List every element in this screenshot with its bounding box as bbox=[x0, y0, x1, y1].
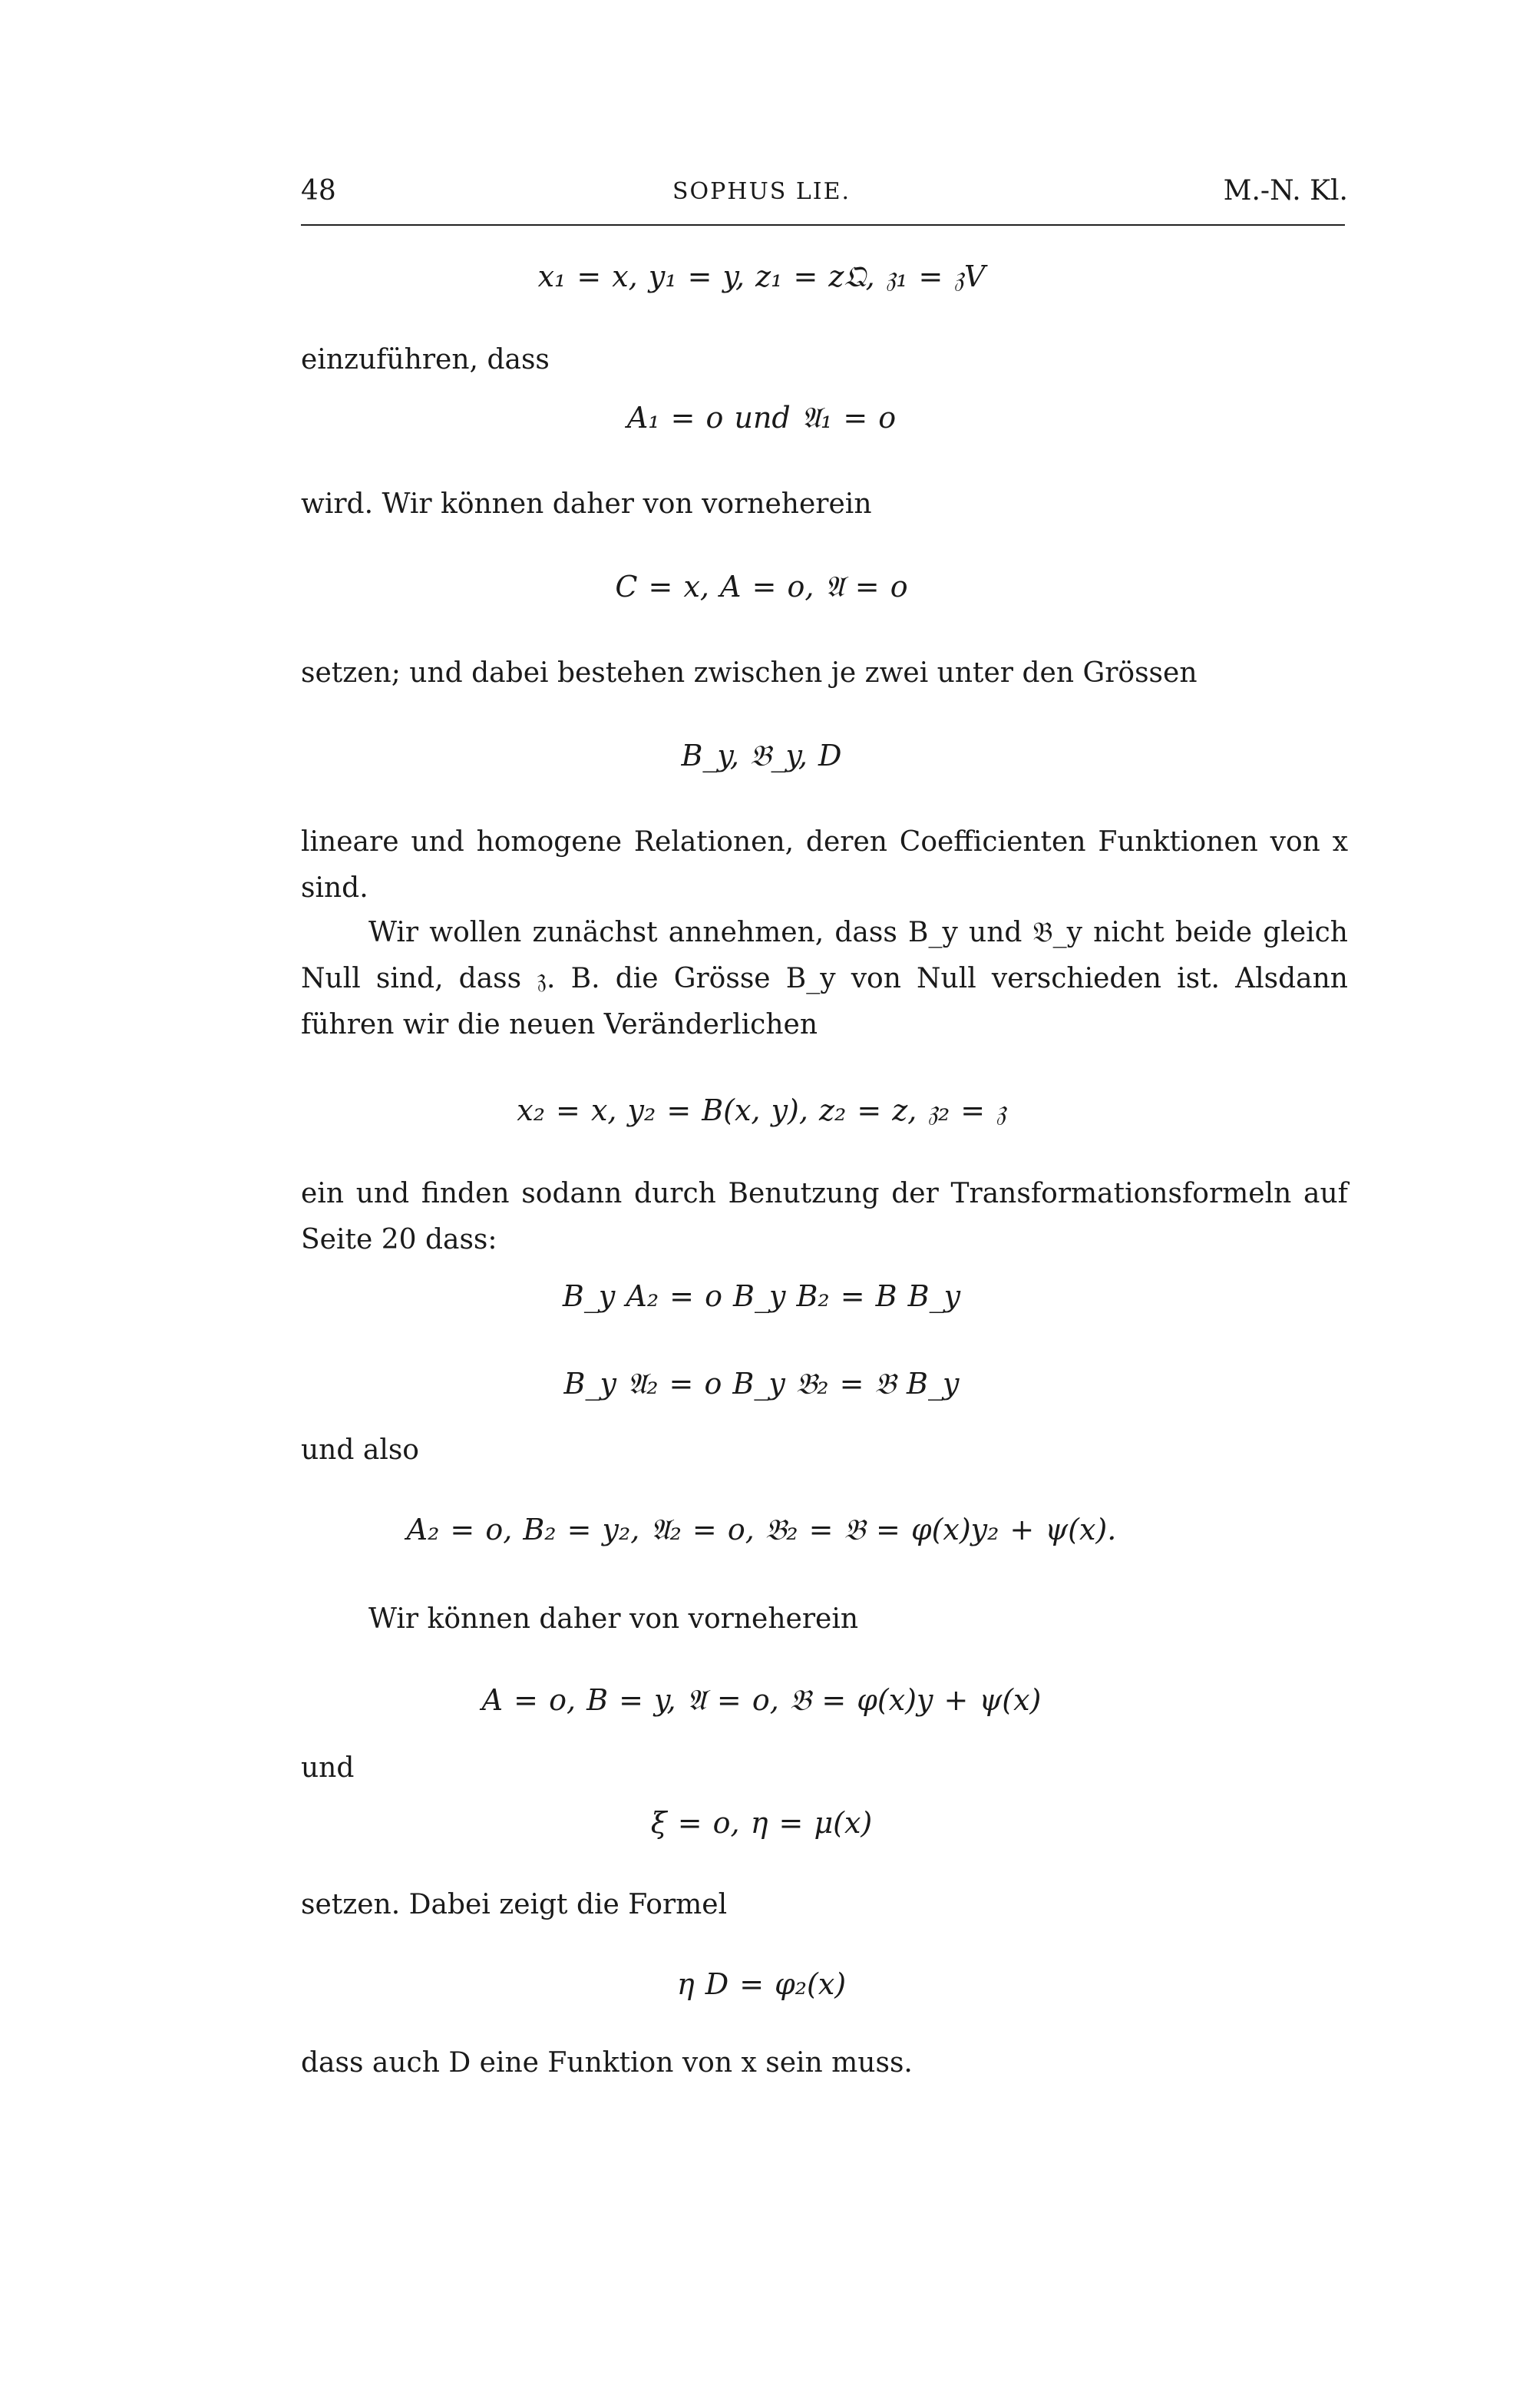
text-line-seite-20: Seite 20 dass: bbox=[301, 1224, 497, 1255]
equation-line-5: x₂ = x, y₂ = B(x, y), z₂ = z, 𝔷₂ = 𝔷 bbox=[517, 1093, 1006, 1127]
equation-line-4: B_y, 𝔅_y, D bbox=[681, 739, 842, 772]
text-line-null-sind: Null sind, dass 𝔷. B. die Grösse B_y von Null verschieden ist. Alsdann bbox=[301, 963, 1348, 994]
equation-line-3: C = x, A = o, 𝔄 = o bbox=[615, 570, 908, 604]
text-line-ein-und-finden: ein und finden sodann durch Benutzung der Transformationsformeln auf bbox=[301, 1178, 1348, 1209]
equation-line-6: B_y A₂ = o B_y B₂ = B B_y bbox=[562, 1279, 961, 1313]
text-line-lineare: lineare und homogene Relationen, deren Coefficienten Funktionen von x bbox=[301, 826, 1348, 858]
section-label: M.-N. Kl. bbox=[1223, 175, 1348, 207]
equation-line-10: ξ = o, η = μ(x) bbox=[650, 1806, 873, 1840]
text-line-wird: wird. Wir können daher von vorneherein bbox=[301, 488, 872, 520]
text-line-setzen-dabei: setzen. Dabei zeigt die Formel bbox=[301, 1889, 728, 1920]
equation-line-2: A₁ = o und 𝔄₁ = o bbox=[626, 401, 897, 435]
text-line-und: und bbox=[301, 1752, 355, 1784]
equation-line-8: A₂ = o, B₂ = y₂, 𝔄₂ = o, 𝔅₂ = 𝔅 = φ(x)y₂ + ψ(x). bbox=[406, 1513, 1117, 1546]
text-line-fuehren: führen wir die neuen Veränderlichen bbox=[301, 1009, 818, 1040]
equation-line-9: A = o, B = y, 𝔄 = o, 𝔅 = φ(x)y + ψ(x) bbox=[481, 1683, 1042, 1717]
text-line-wir-wollen: Wir wollen zunächst annehmen, dass B_y und 𝔅_y nicht beide gleich bbox=[368, 917, 1348, 948]
equation-line-1: x₁ = x, y₁ = y, z₁ = z𝔔, 𝔷₁ = 𝔷V bbox=[537, 260, 986, 293]
text-line-wir-koennen: Wir können daher von vorneherein bbox=[368, 1603, 859, 1635]
text-line-setzen: setzen; und dabei bestehen zwischen je zwei unter den Grössen bbox=[301, 657, 1198, 689]
page-number: 48 bbox=[301, 175, 336, 207]
text-line-einzufuehren: einzuführen, dass bbox=[301, 344, 550, 375]
text-line-dass-auch: dass auch D eine Funktion von x sein muss. bbox=[301, 2047, 913, 2079]
header-rule bbox=[301, 224, 1345, 226]
equation-line-11: η D = φ₂(x) bbox=[676, 1967, 847, 2001]
text-line-sind: sind. bbox=[301, 872, 368, 904]
running-title: SOPHUS LIE. bbox=[672, 178, 851, 205]
equation-line-7: B_y 𝔄₂ = o B_y 𝔅₂ = 𝔅 B_y bbox=[563, 1367, 960, 1401]
text-line-und-also: und also bbox=[301, 1434, 419, 1466]
